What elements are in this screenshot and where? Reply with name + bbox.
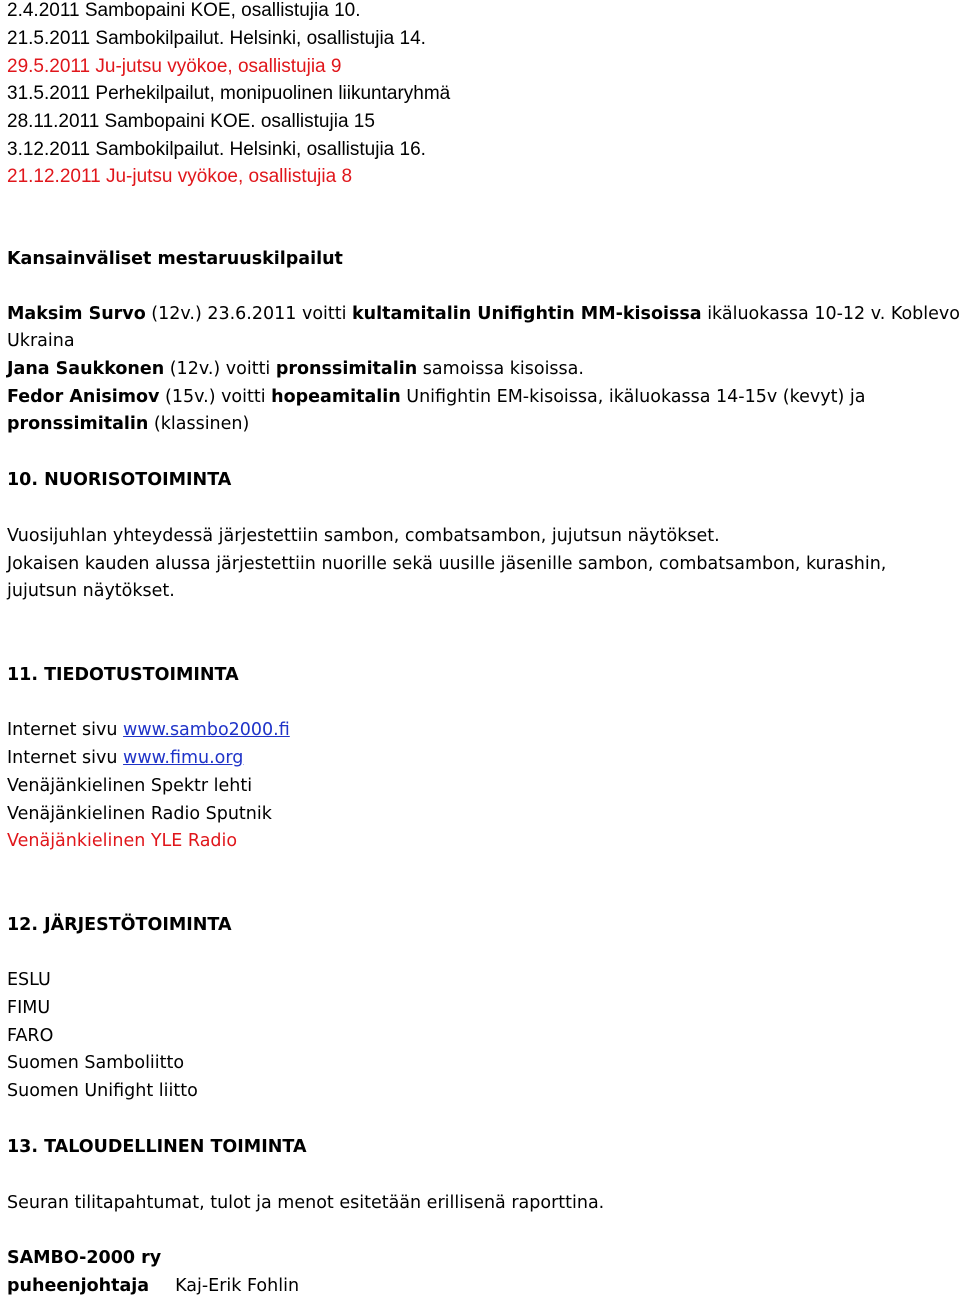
info-line: Venäjänkielinen Radio Sputnik	[7, 804, 272, 824]
event-line: 21.5.2011 Sambokilpailut. Helsinki, osallistujia 14.	[7, 28, 426, 49]
section-10-paragraph-cont: jujutsun näytökset.	[7, 581, 175, 601]
athlete-name: Jana Saukkonen	[7, 359, 165, 379]
event-line: 29.5.2011 Ju-jutsu vyökoe, osallistujia 9	[7, 56, 342, 77]
section-12-heading: 12. JÄRJESTÖTOIMINTA	[7, 915, 232, 935]
website-link[interactable]: www.sambo2000.fi	[123, 720, 290, 740]
organization-item: FIMU	[7, 998, 51, 1018]
event-line: 31.5.2011 Perhekilpailut, monipuolinen liikuntaryhmä	[7, 83, 451, 104]
section-10-heading: 10. NUORISOTOIMINTA	[7, 470, 232, 490]
medal-text: pronssimitalin	[7, 414, 149, 434]
international-heading: Kansainväliset mestaruuskilpailut	[7, 249, 343, 269]
athlete-name: Maksim Survo	[7, 304, 146, 324]
fedor-result-cont: pronssimitalin (klassinen)	[7, 414, 250, 434]
signature-org: SAMBO-2000 ry	[7, 1248, 162, 1268]
section-13-paragraph: Seuran tilitapahtumat, tulot ja menot esitetään erillisenä raporttina.	[7, 1193, 605, 1213]
maksim-result-cont: Ukraina	[7, 331, 75, 351]
event-line: 3.12.2011 Sambokilpailut. Helsinki, osallistujia 16.	[7, 139, 426, 160]
event-line: 28.11.2011 Sambopaini KOE. osallistujia 15	[7, 111, 375, 132]
organization-item: Suomen Unifight liitto	[7, 1081, 198, 1101]
section-10-paragraph: Jokaisen kauden alussa järjestettiin nuorille sekä uusille jäsenille sambon, combatsambon, kurashin,	[7, 554, 887, 574]
info-line: Venäjänkielinen YLE Radio	[7, 831, 238, 851]
organization-item: Suomen Samboliitto	[7, 1053, 185, 1073]
fedor-result: Fedor Anisimov (15v.) voitti hopeamitalin Unifightin EM-kisoissa, ikäluokassa 14-15v (kevyt) ja	[7, 387, 866, 407]
medal-text: pronssimitalin	[275, 359, 418, 379]
maksim-result: Maksim Survo (12v.) 23.6.2011 voitti kultamitalin Unifightin MM-kisoissa ikäluokassa 10-12 v. Koblevo	[7, 304, 960, 324]
signature-line	[7, 1276, 299, 1296]
info-line: Internet sivu www.sambo2000.fi	[7, 720, 290, 740]
organization-item: FARO	[7, 1026, 54, 1046]
athlete-name: Fedor Anisimov	[7, 387, 160, 407]
section-13-heading: 13. TALOUDELLINEN TOIMINTA	[7, 1137, 307, 1157]
website-link[interactable]: www.fimu.org	[123, 748, 244, 768]
medal-text: hopeamitalin	[271, 387, 401, 407]
info-line: Venäjänkielinen Spektr lehti	[7, 776, 253, 796]
info-line: Internet sivu www.fimu.org	[7, 748, 244, 768]
jana-result: Jana Saukkonen (12v.) voitti pronssimitalin samoissa kisoissa.	[7, 359, 584, 379]
event-line: 21.12.2011 Ju-jutsu vyökoe, osallistujia 8	[7, 166, 353, 187]
section-11-heading: 11. TIEDOTUSTOIMINTA	[7, 665, 239, 685]
event-line: 2.4.2011 Sambopaini KOE, osallistujia 10.	[7, 0, 361, 21]
signature-name: Kaj-Erik Fohlin	[175, 1276, 300, 1296]
section-10-paragraph: Vuosijuhlan yhteydessä järjestettiin sambon, combatsambon, jujutsun näytökset.	[7, 526, 720, 546]
organization-item: ESLU	[7, 970, 51, 990]
medal-text: kultamitalin Unifightin MM-kisoissa	[352, 304, 702, 324]
signature-role: puheenjohtaja	[7, 1276, 150, 1296]
